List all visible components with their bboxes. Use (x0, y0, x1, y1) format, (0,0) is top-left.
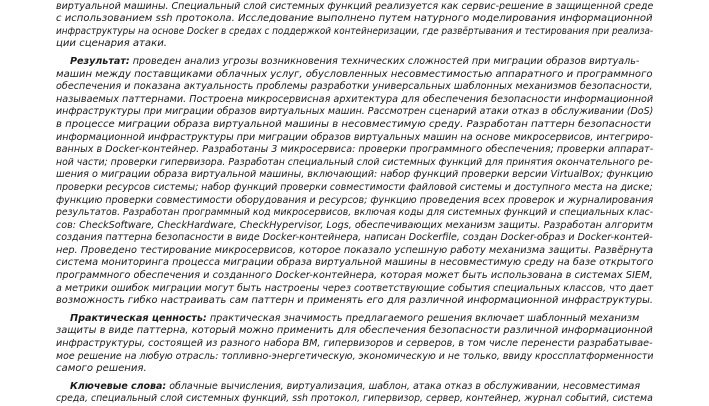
intro-line: инфраструктуры на основе Docker в средах с поддержкой контейнеризации, где развёртывания и тестирования при реализа- (56, 25, 654, 37)
result-line: система мониторинга процесса миграции образа виртуальной машины в несовместимую среду на базе открытого (56, 257, 654, 269)
result-line: возможность гибко настраивать сам паттерн и применять его для различной информационной инфраструктуры. (56, 295, 653, 307)
practical-paragraph (0, 313, 709, 376)
result-first-text: проведен анализ угрозы возникновения технических сложностей при миграции образов виртуаль- (129, 55, 640, 67)
keywords-label: Ключевые слова: (70, 380, 167, 392)
practical-line: самого решения. (56, 363, 147, 375)
practical-first-text: практическая значимость предлагаемого решения включает шаблонный механизм (206, 312, 640, 324)
result-line: а метрики ошибок миграции могут быть настроены через соответствующие события специальных классов, что дает (56, 282, 654, 294)
result-line: в процессе миграции образа виртуальной машины в несовместимую среду. Разработан паттерн безопасности (56, 118, 652, 130)
intro-line: виртуальной машины. Специальный слой системных функций реализуется как сервис-решение в защищенной среде (56, 0, 654, 12)
keywords-line: среда, специальный слой системных функций, ssh протокол, гипервизор, сервер, контейнер, журнал событий, система (56, 393, 653, 405)
result-first-line (57, 55, 640, 69)
result-line: инфраструктуры при миграции образов виртуальных машин. Рассмотрен сценарий атаки отказ в обслуживании (DoS) (56, 106, 654, 118)
result-line: машин между поставщиками облачных услуг, обусловленных несовместимостью аппаратного и программного (56, 68, 653, 80)
intro-line: ции сценария атаки. (56, 38, 167, 50)
result-line: результатов. Разработан программный код микросервисов, включая коды для системных функций и специальных клас- (56, 207, 654, 219)
practical-first-line (57, 312, 640, 326)
result-line: информационной инфраструктуры при миграции образов виртуальных машин на основе микросервисов, интегриро- (56, 131, 654, 143)
keywords-first-text: облачные вычисления, виртуализация, шаблон, атака отказ в обслуживании, несовместимая (166, 380, 641, 392)
result-line: функцию проверки совместимости оборудования и ресурсов; функцию проведения всех проверок и журналирования (56, 194, 654, 206)
practical-line: защиты в виде паттерна, который можно применить для обеспечения безопасности различной информационной (56, 325, 653, 337)
result-line: сов: CheckSoftware, CheckHardware, CheckHypervisor, Logs, обеспечивающих механизм защиты. Разработан алгоритм (56, 219, 654, 231)
result-line: программного обеспечения и созданного Docker-контейнера, которая может быть использована в системах SIEM, (56, 270, 653, 282)
result-line: ной части; проверки гипервизора. Разработан специальный слой системных функций для принятия окончательного ре- (56, 156, 653, 168)
result-line: проверки ресурсов системы; набор функций проверки совместимости файловой системы и доступного места на диске; (56, 181, 653, 193)
intro-paragraph (0, 0, 709, 51)
result-line: ванных в Docker-контейнер. Разработаны 3 микросервиса: проверки программного обеспечения; проверки аппарат- (56, 144, 654, 156)
practical-label: Практическая ценность: (70, 312, 207, 324)
result-line: шения о миграции образа виртуальной машины, включающий: набор функций проверки версии VirtualBox; функцию (56, 169, 654, 181)
result-line: создания паттерна безопасности в виде Docker-контейнера, написан Dockerfile, создан Docker-образ и Docker-контей- (56, 232, 653, 244)
result-line: называемых паттернами. Построена микросервисная архитектура для обеспечения безопасности информационной (56, 93, 654, 105)
keywords-first-line (57, 380, 641, 394)
practical-line: инфраструктуры, состоящей из разного набора ВМ, гипервизоров и серверов, в том числе перенести разрабатывае- (56, 338, 653, 350)
result-line: обеспечения и показана актуальность проблемы разработки универсальных шаблонных механизмов безопасности, (56, 81, 653, 93)
intro-line: с использованием ssh протокола. Исследование выполнено путем натурного моделирования информационной (56, 13, 653, 25)
result-label: Результат: (70, 55, 130, 67)
result-line: нер. Проведено тестирование микросервисов, которое показало успешную работу механизма защиты. Развёрнута (56, 244, 654, 256)
result-paragraph (0, 56, 709, 308)
keywords-paragraph (0, 381, 709, 406)
practical-line: мое решение на любую отрасль: топливно-энергетическую, экономическую и не только, ввиду кроссплатформенности (56, 350, 654, 362)
